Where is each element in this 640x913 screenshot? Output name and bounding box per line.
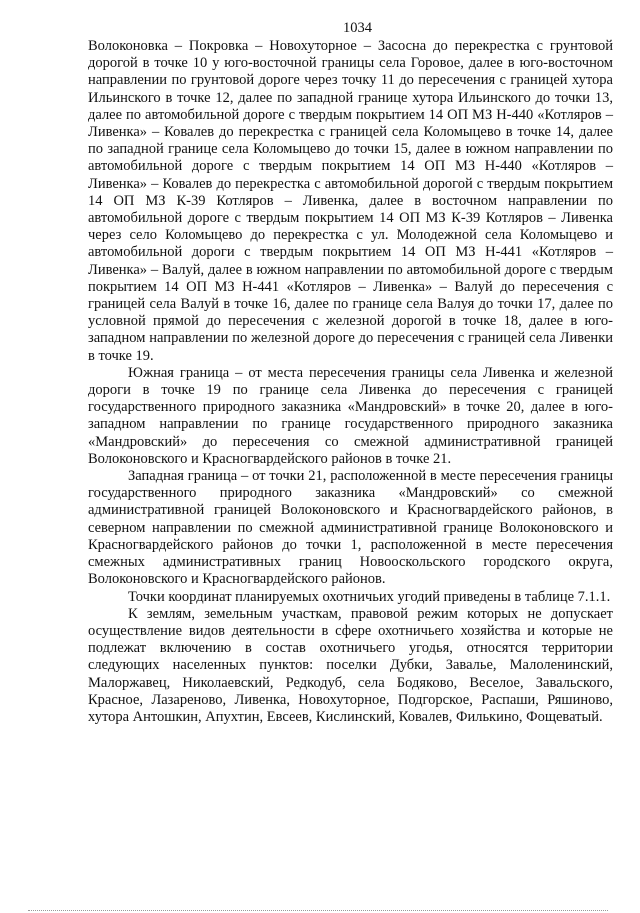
paragraph-western-border: Западная граница – от точки 21, расположенной в месте пересечения границы государственного природного заказника «Мандровский» со смежной административной границей Волоконовского и Красногвардейского районов, в северном направлении по смежной административной границе Волоконовского и Красногвардейского районов до точки 1, расположенной в месте пересечения смежных административных границ Новооскольского городского округа, Волоконовского и Красногвардейского районов. bbox=[88, 468, 613, 588]
page-content bbox=[88, 18, 613, 726]
page-number: 1034 bbox=[343, 20, 372, 36]
paragraph-southern-border: Южная граница – от места пересечения границы села Ливенка и железной дороги в точке 19 по границе села Ливенка до пересечения с границей государственного природного заказника «Мандровский» в точке 20, далее в юго-западном направлении по границе государственного природного заказника «Мандровский» до пересечения со смежной административной границей Волоконовского и Красногвардейского районов в точке 21. bbox=[88, 364, 613, 467]
paragraph-excluded-lands: К землям, земельным участкам, правовой режим которых не допускает осуществление видов деятельности в сфере охотничьего хозяйства и которые не подлежат включению в состав охотничьего угодья, относятся территории следующих населенных пунктов: поселки Дубки, Завалье, Малоленинский, Малоржавец, Николаевский, Редкодуб, села Бодяково, Веселое, Завальского, Красное, Лазареново, Ливенка, Новохуторное, Подгорское, Распаши, Ряшиново, хутора Антошкин, Апухтин, Евсеев, Кислинский, Ковалев, Филькино, Фощеватый. bbox=[88, 605, 613, 725]
scan-bottom-edge bbox=[28, 910, 608, 911]
paragraph-coordinates-note: Точки координат планируемых охотничьих угодий приведены в таблице 7.1.1. bbox=[128, 588, 611, 605]
paragraph-boundary-continuation: Волоконовка – Покровка – Новохуторное – Засосна до перекрестка с грунтовой дорогой в точке 10 у юго-восточной границы села Горовое, далее в юго-восточном направлении по грунтовой дороге через точку 11 до пересечения с границей хутора Ильинского в точке 12, далее по западной границе хутора Ильинского до точки 13, далее по автомобильной дороге с твердым покрытием 14 ОП МЗ Н-440 «Котляров – Ливенка» – Ковалев до перекрестка с границей села Коломыцево в точке 14, далее по западной границе села Коломыцево до точки 15, далее в южном направлении по автомобильной дороге с твердым покрытием 14 ОП МЗ Н-440 «Котляров – Ливенка» – Ковалев до перекрестка с автомобильной дорогой с твердым покрытием 14 ОП МЗ К-39 Котляров – Ливенка, далее в восточном направлении по автомобильной дороге с твердым покрытием 14 ОП МЗ К-39 Котляров – Ливенка через село Коломыцево до перекрестка с ул. Молодежной села Коломыцево и автомобильной дороги с твердым покрытием 14 ОП МЗ Н-441 «Котляров – Ливенка» – Валуй, далее в южном направлении по автомобильной дороге с твердым покрытием 14 ОП МЗ Н-441 «Котляров – Ливенка» – Валуй до пересечения с границей села Валуй в точке 16, далее по границе села Валуя до точки 17, далее по условной прямой до пересечения с железной дорогой в точке 18, далее в юго-западном направлении по железной дороге до пересечения с границей села Ливенки в точке 19. bbox=[88, 38, 613, 364]
